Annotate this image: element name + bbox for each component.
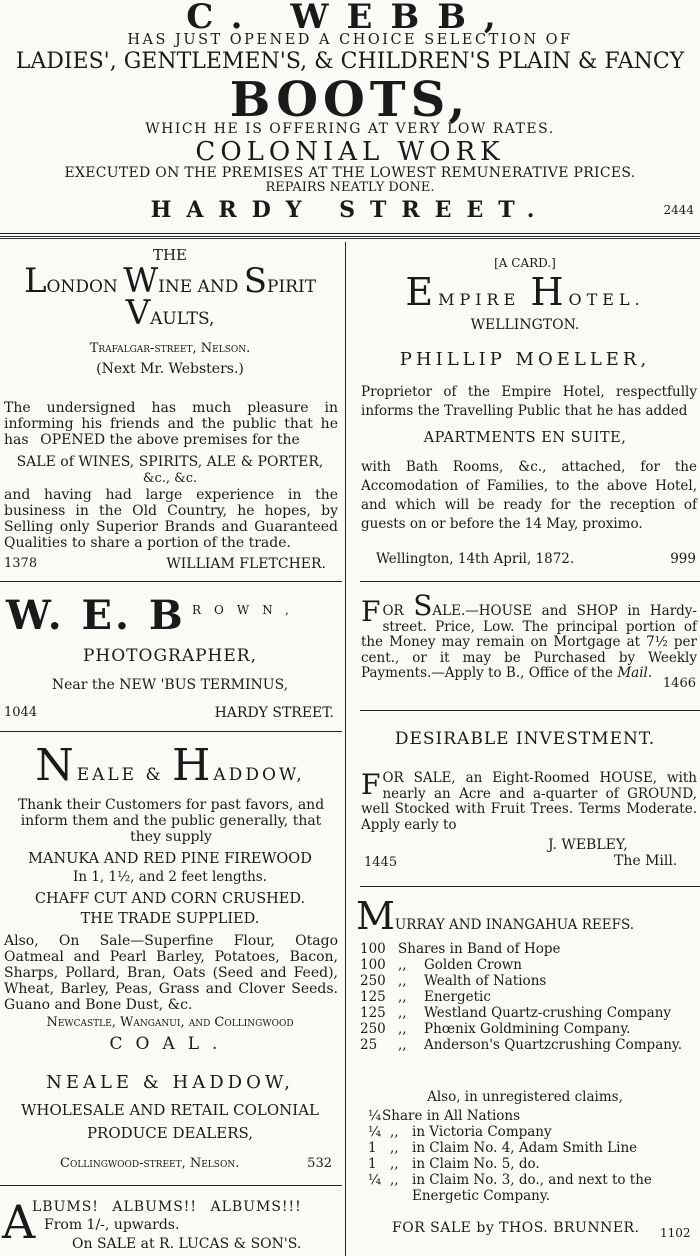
vaults-title-1: LONDON WINE AND SPIRIT <box>23 261 317 301</box>
vaults-opened: OPENED the above premises for the <box>40 432 300 448</box>
vaults-signer: WILLIAM FLETCHER. <box>166 556 326 572</box>
vaults-title-2: VAULTS, <box>125 293 215 333</box>
murray-shares-list <box>360 941 698 1053</box>
vaults-next: (Next Mr. Websters.) <box>96 361 244 377</box>
invest-place: The Mill. <box>614 853 678 869</box>
invest-body: FOR SALE, an Eight-Roomed HOUSE, with nearly an Acre and a-quarter of GROUND, well Stocked with Fruit Trees. Terms Moderate. Apply early to <box>361 768 697 833</box>
empire-name: PHILLIP MOELLER, <box>399 349 651 370</box>
forsale-body: FOR SALE.—HOUSE and SHOP in Hardy-street. Price, Low. The principal portion of the Money may remain on Mortgage at 7½ per cent., or it may be Purchased by Weekly Payments.—Apply to B., Office of the Mail. <box>361 589 697 681</box>
empire-footer <box>376 551 696 567</box>
murray-sale: FOR SALE by THOS. BRUNNER. <box>392 1220 640 1236</box>
neale-chaff: CHAFF CUT AND CORN CRUSHED. <box>34 891 306 907</box>
murray-number: 1102 <box>660 1226 691 1240</box>
neale-manuka: MANUKA AND RED PINE FIREWOOD <box>28 851 312 867</box>
column-divider <box>345 242 346 1256</box>
webb-line2: LADIES', GENTLEMEN'S, & CHILDREN'S PLAIN & FANCY <box>15 49 685 74</box>
albums-line-1: LBUMS! ALBUMS!! ALBUMS!!! <box>32 1199 302 1215</box>
claim-row: ¼ Share in All Nations <box>368 1108 521 1124</box>
neale-also: Also, On Sale—Superfine Flour, Otago Oatmeal and Pearl Barley, Potatoes, Bacon, Sharps, Pollard, Bran, Oats (Seed and Feed), Wheat, Barley, Peas, Grass and Clover Seeds. Guano and Bone Dust, &c. <box>4 933 338 1013</box>
brown-near: Near the NEW 'BUS TERMINUS, <box>51 677 289 693</box>
webb-number: 2444 <box>663 203 694 217</box>
claim-row: ¼ ,, in Victoria Company <box>368 1124 552 1140</box>
empire-title: EMPIRE HOTEL. <box>405 270 645 314</box>
vaults-body-2: and having had large experience in the business in the Old Country, he hopes, by Selling only Superior Brands and Guaranteed Qualities to share a portion of the trade. <box>4 487 338 551</box>
rule-5 <box>360 710 700 711</box>
vaults-body-1: The undersigned has much pleasure in informing his friends and the public that he has <box>4 400 338 448</box>
brown-rest: ROWN, <box>192 603 302 617</box>
share-row: 100 ,, Golden Crown <box>360 957 523 973</box>
albums-line-3: On SALE at R. LUCAS & SON'S. <box>72 1236 302 1252</box>
brown-title: PHOTOGRAPHER, <box>82 646 257 666</box>
empire-card: [A CARD.] <box>494 256 556 270</box>
webb-name: C. WEBB, <box>186 0 514 37</box>
vaults-sale: SALE of WINES, SPIRITS, ALE & PORTER, <box>16 454 324 470</box>
share-row: 250 ,, Wealth of Nations <box>360 973 547 989</box>
albums-line-2: From 1/-, upwards. <box>44 1217 180 1233</box>
claim-row: 1 ,, in Claim No. 5, do. <box>368 1156 540 1172</box>
murray-claims-list <box>368 1108 698 1204</box>
claim-row: 1 ,, in Claim No. 4, Adam Smith Line <box>368 1140 638 1156</box>
albums-dropcap: A <box>2 1195 36 1249</box>
webb-line4: EXECUTED ON THE PREMISES AT THE LOWEST REMUNERATIVE PRICES. <box>64 165 636 181</box>
rule-1 <box>0 581 342 582</box>
empire-body-1: Proprietor of the Empire Hotel, respectfully informs the Travelling Public that he has added <box>361 384 697 419</box>
share-row: 125 ,, Westland Quartz-crushing Company <box>360 1005 672 1021</box>
share-row: 125 ,, Energetic <box>360 989 491 1005</box>
neale-footer <box>60 1156 332 1171</box>
rule-2 <box>0 731 342 732</box>
brown-street: HARDY STREET. <box>214 705 334 721</box>
forsale-number: 1466 <box>662 676 696 691</box>
neale-produce: PRODUCE DEALERS, <box>86 1124 254 1142</box>
neale-thank: Thank their Customers for past favors, and inform them and the public generally, that they supply <box>17 797 325 845</box>
empire-body-2: with Bath Rooms, &c., attached, for the Accomodation of Families, to the above Hotel, and which will be ready for the reception of guests on or before the 14 May, proximo. <box>361 459 697 532</box>
vaults-etc: &c., &c. <box>142 471 198 486</box>
webb-line3: WHICH HE IS OFFERING AT VERY LOW RATES. <box>145 121 555 137</box>
neale-title: NEALE & HADDOW, <box>35 740 305 791</box>
top-double-rule <box>0 236 700 239</box>
rule-4 <box>360 581 700 582</box>
share-row: 250 ,, Phœnix Goldmining Company. <box>360 1021 631 1037</box>
webb-colonial: COLONIAL WORK <box>195 137 505 167</box>
neale-number: 532 <box>307 1156 332 1171</box>
claim-row: ¼ ,, in Claim No. 3, do., and next to the Energetic Company. <box>368 1172 652 1204</box>
vaults-address: Trafalgar-street, Nelson. <box>89 341 251 356</box>
brown-initials: W. E. B <box>6 592 186 639</box>
neale-coal: COAL. <box>109 1034 231 1054</box>
neale-lengths: In 1, 1½, and 2 feet lengths. <box>73 869 267 885</box>
brown-number: 1044 <box>4 705 38 720</box>
webb-line5: REPAIRS NEATLY DONE. <box>265 180 435 195</box>
neale-trade: THE TRADE SUPPLIED. <box>80 911 260 927</box>
share-row: 100 Shares in Band of Hope <box>360 941 561 957</box>
webb-boots: BOOTS, <box>229 72 471 128</box>
empire-date: Wellington, 14th April, 1872. <box>376 551 575 567</box>
empire-city: WELLINGTON. <box>470 317 580 333</box>
neale-name-2: NEALE & HADDOW, <box>46 1072 294 1093</box>
vaults-number: 1378 <box>4 556 38 571</box>
webb-line1: HAS JUST OPENED A CHOICE SELECTION OF <box>127 32 573 48</box>
vaults-the: THE <box>152 246 188 264</box>
neale-address: Collingwood-street, Nelson. <box>60 1156 240 1171</box>
neale-newcastle: Newcastle, Wanganui, and Collingwood <box>46 1015 294 1030</box>
empire-number: 999 <box>670 551 696 567</box>
top-rule <box>0 233 700 234</box>
invest-number: 1445 <box>364 855 398 870</box>
neale-wholesale: WHOLESALE AND RETAIL COLONIAL <box>20 1101 320 1119</box>
webb-street: HARDY STREET. <box>150 197 550 223</box>
share-row: 25 ,, Anderson's Quartzcrushing Company. <box>360 1037 683 1053</box>
vaults-footer <box>4 556 334 572</box>
invest-title: DESIRABLE INVESTMENT. <box>394 729 656 749</box>
brown-footer <box>4 705 334 721</box>
rule-6 <box>360 886 700 887</box>
empire-apartments: APARTMENTS EN SUITE, <box>423 430 627 446</box>
invest-signer: J. WEBLEY, <box>548 837 628 853</box>
murray-also: Also, in unregistered claims, <box>427 1089 623 1105</box>
rule-3 <box>0 1185 342 1186</box>
murray-title: MURRAY AND INANGAHUA REEFS. <box>356 894 635 938</box>
